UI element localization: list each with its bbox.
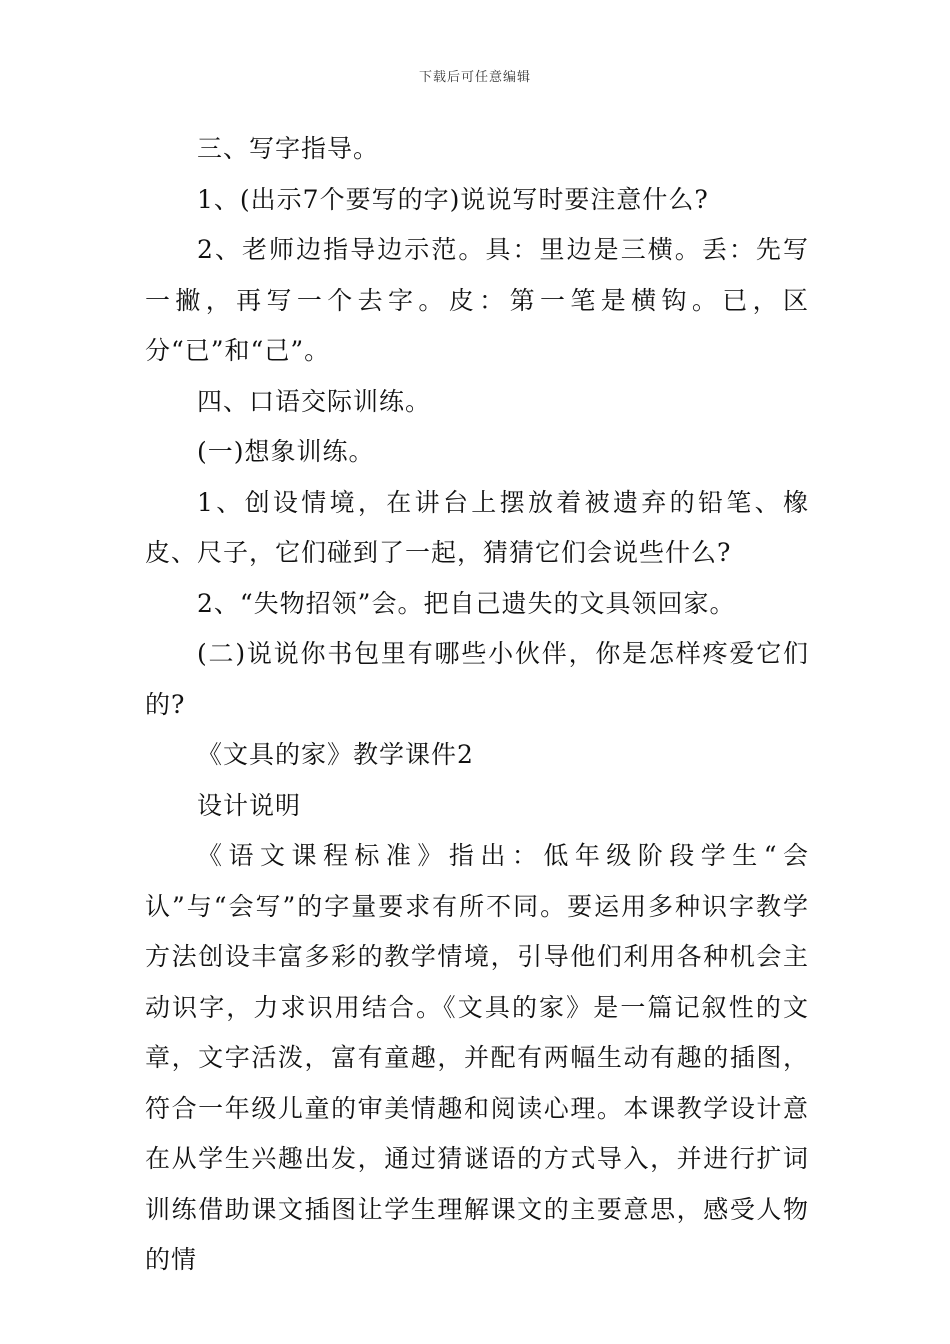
paragraph: 2、“失物招领”会。把自己遗失的文具领回家。 bbox=[197, 588, 736, 618]
paragraph: 1、(出示7个要写的字)说说写时要注意什么? bbox=[197, 184, 709, 214]
document-title: 《文具的家》教学课件2 bbox=[197, 740, 474, 769]
document-body bbox=[145, 124, 809, 1286]
paragraph: 2、老师边指导边示范。具：里边是三横。丢：先写一撇，再写一个去字。皮：第一笔是横钩。已，区分“已”和“己”。 bbox=[145, 235, 809, 365]
section-heading-speaking: 四、口语交际训练。 bbox=[197, 386, 432, 416]
header-note: 下载后可任意编辑 bbox=[418, 70, 531, 85]
section-heading-design: 设计说明 bbox=[197, 790, 302, 820]
paragraph: 1、创设情境，在讲台上摆放着被遗弃的铅笔、橡皮、尺子，它们碰到了一起，猜猜它们会说些什么? bbox=[145, 487, 809, 567]
subsection-heading: (一)想象训练。 bbox=[197, 437, 375, 466]
section-heading-writing: 三、写字指导。 bbox=[197, 134, 380, 163]
paragraph: (二)说说你书包里有哪些小伙伴，你是怎样疼爱它们的? bbox=[145, 639, 809, 719]
paragraph: 《语文课程标准》指出：低年级阶段学生“会认”与“会写”的字量要求有所不同。要运用多种识字教学方法创设丰富多彩的教学情境，引导他们利用各种机会主动识字，力求识用结合。《文具的家》是一篇记叙性的文章，文字活泼，富有童趣，并配有两幅生动有趣的插图，符合一年级儿童的审美情趣和阅读心理。本课教学设计意在从学生兴趣出发，通过猜谜语的方式导入，并进行扩词训练借助课文插图让学生理解课文的主要意思，感受人物的情 bbox=[145, 841, 809, 1274]
